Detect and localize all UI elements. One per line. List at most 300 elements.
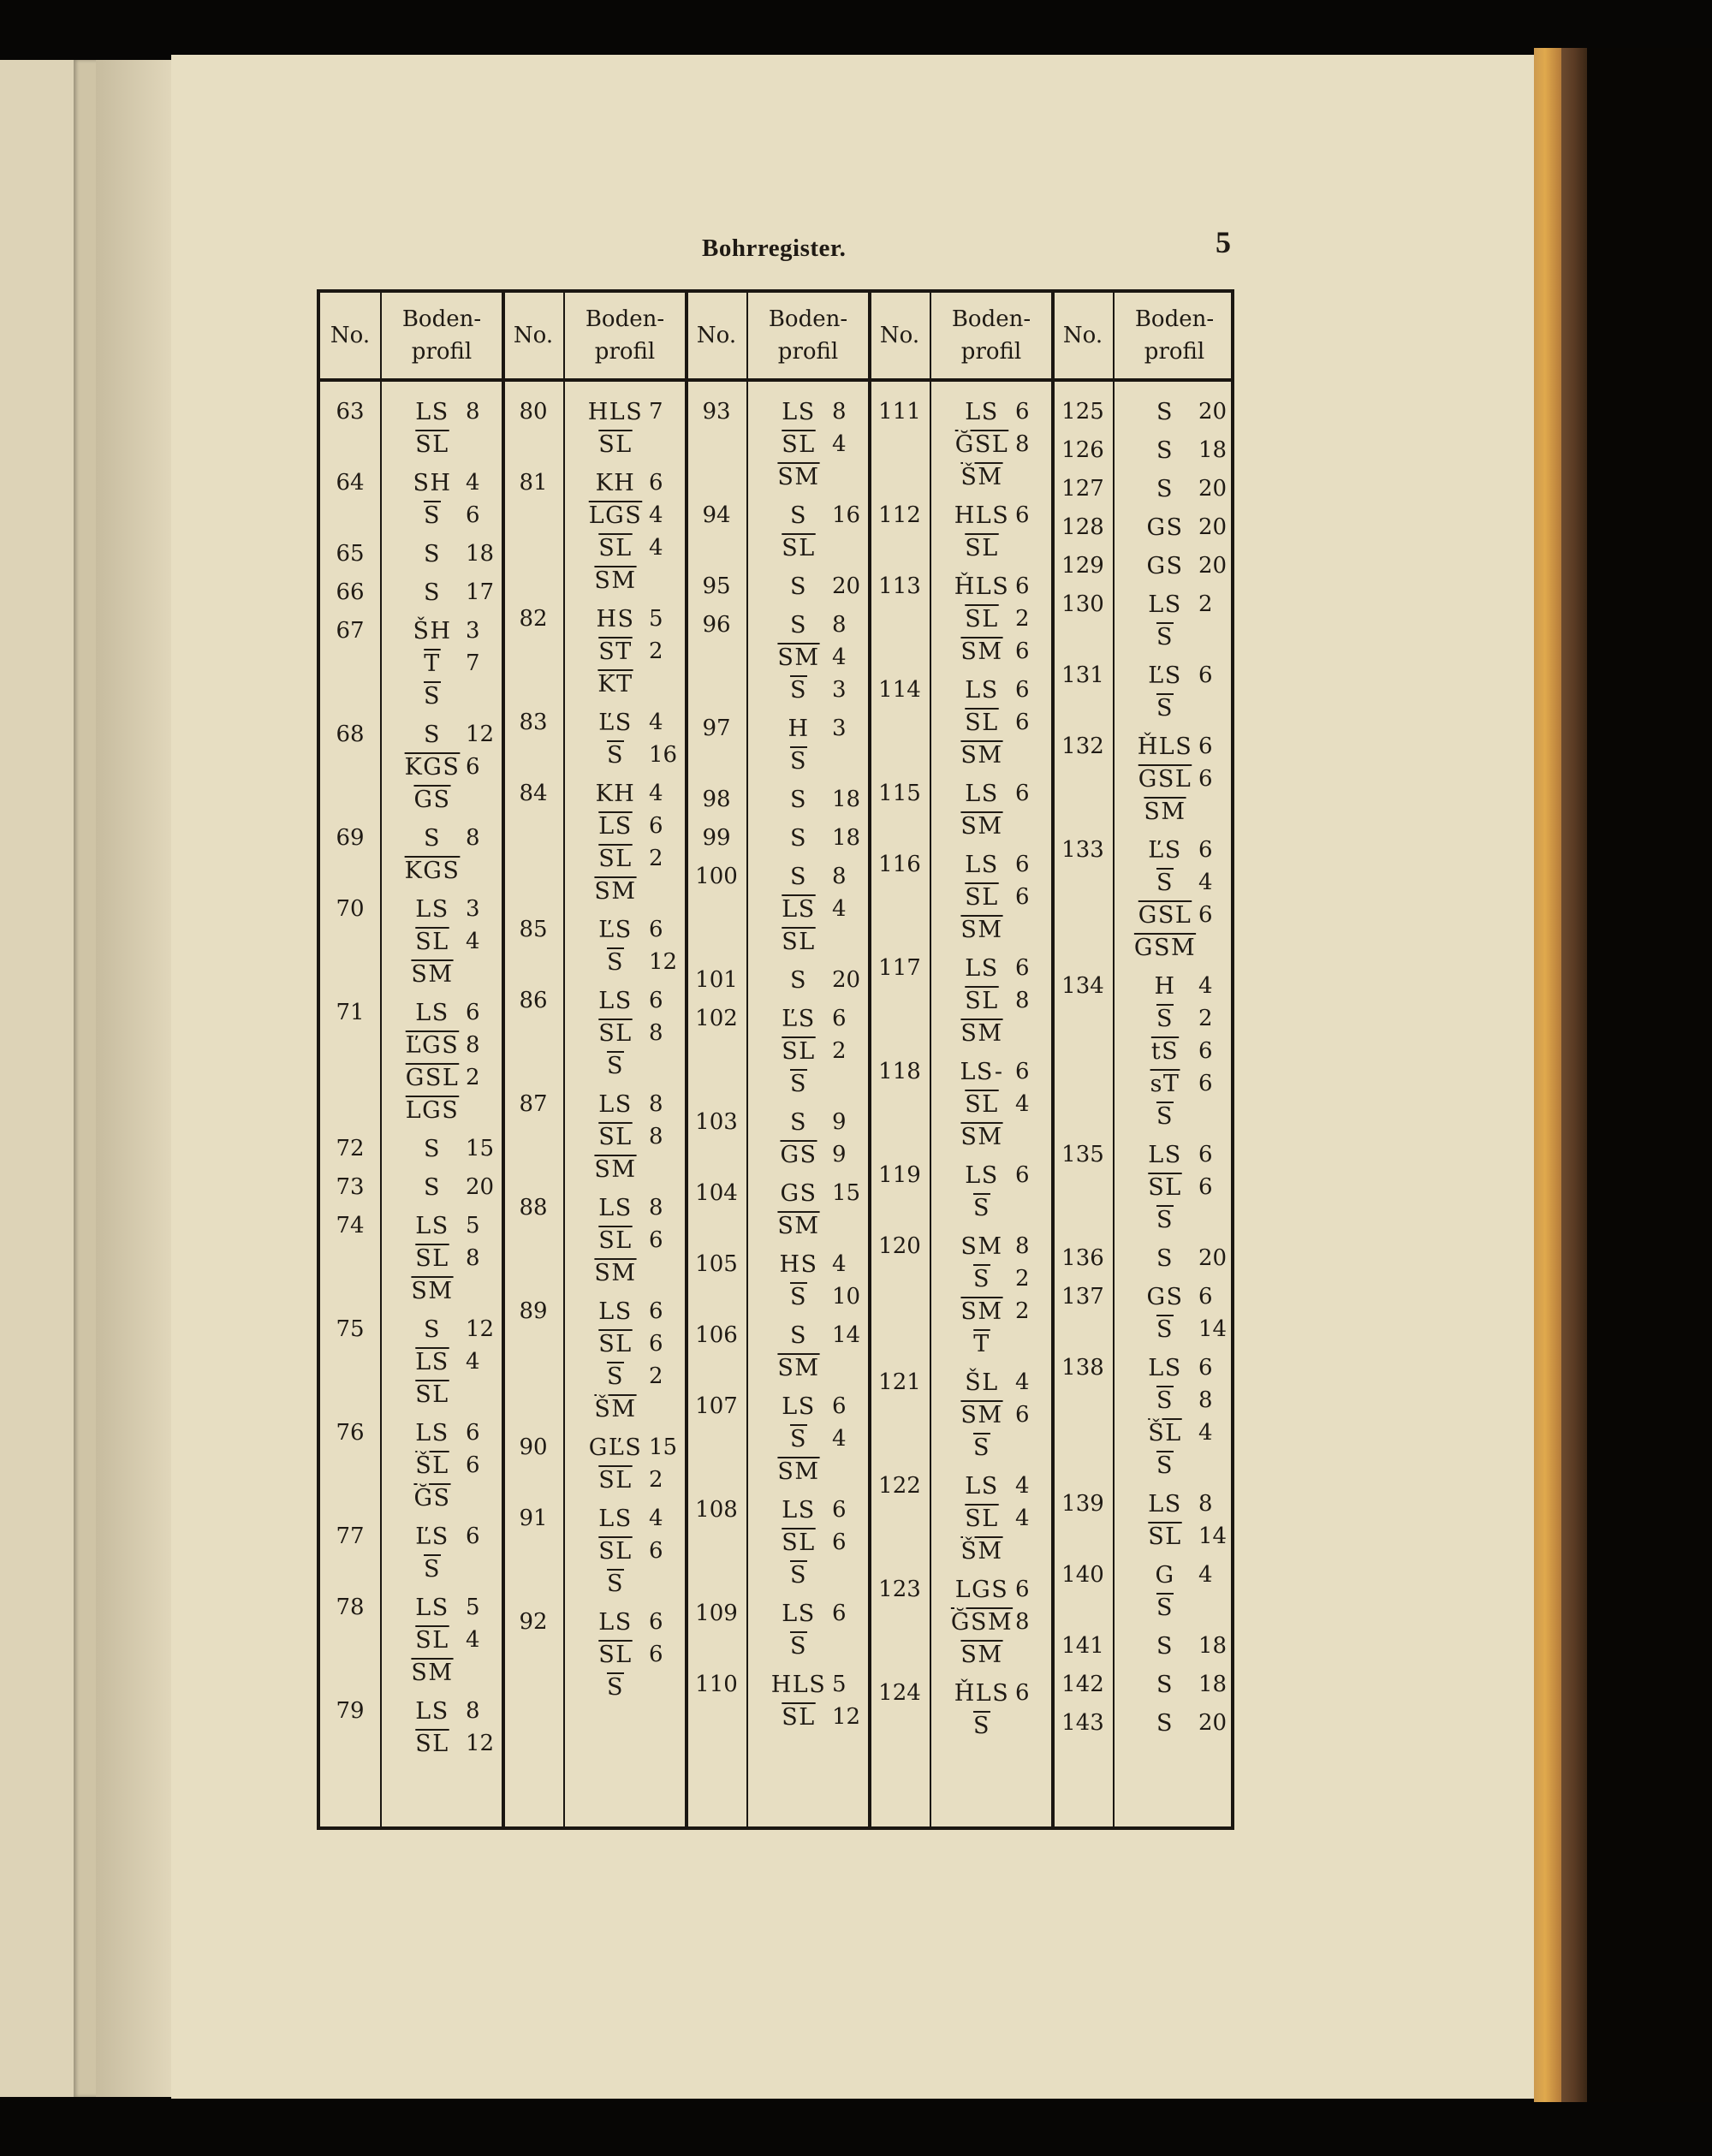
soil-code: $\overline{S}$ [973, 1265, 990, 1292]
bore-number: 96 [702, 612, 731, 638]
soil-code: $\overline{T}$ [424, 650, 441, 677]
layer-thickness: 2 [1015, 1298, 1030, 1324]
soil-profile [380, 1209, 503, 1307]
soil-profile [380, 1313, 503, 1411]
soil-code: $\overline{SL}$ [782, 534, 816, 561]
profile-layer [1113, 692, 1236, 724]
layer-thickness: 4 [832, 1251, 847, 1277]
layer-thickness: 12 [466, 1316, 495, 1342]
layer-thickness: 6 [1198, 1174, 1213, 1200]
soil-code: $\overline{SM}$ [960, 1298, 1003, 1325]
profile-layer [380, 1482, 503, 1514]
bore-number: 143 [1061, 1710, 1104, 1736]
bore-number: 136 [1061, 1245, 1104, 1271]
soil-profile [930, 848, 1053, 946]
layer-thickness: 8 [466, 1698, 480, 1724]
bore-number: 86 [519, 988, 548, 1013]
soil-profile [380, 822, 503, 887]
layer-thickness: 4 [649, 1506, 663, 1531]
layer-thickness: 8 [1015, 1609, 1030, 1635]
layer-thickness: 8 [649, 1195, 663, 1221]
layer-thickness: 20 [832, 967, 861, 993]
bore-number: 92 [519, 1609, 548, 1635]
soil-code: LS [965, 954, 999, 982]
layer-thickness: 6 [1015, 502, 1030, 528]
soil-profile [1113, 395, 1236, 428]
soil-profile [563, 1191, 687, 1289]
layer-thickness: 8 [649, 1124, 663, 1149]
profile-layer [746, 1106, 870, 1138]
layer-thickness: 6 [466, 1000, 480, 1025]
soil-profile [1113, 472, 1236, 505]
profile-layer [1113, 1203, 1236, 1236]
profile-layer [563, 1671, 687, 1703]
profile-layer [746, 1248, 870, 1280]
bore-number: 63 [336, 399, 365, 425]
profile-layer [746, 1002, 870, 1035]
layer-thickness: 18 [1198, 437, 1228, 463]
bore-number: 94 [702, 502, 731, 528]
soil-code: $\overline{GS}$ [413, 786, 451, 813]
profile-layer [1113, 659, 1236, 692]
profile-layer [563, 1120, 687, 1153]
profile-layer [930, 1295, 1053, 1327]
soil-code: $\overline{SL}$ [965, 709, 999, 736]
layer-thickness: 6 [1015, 677, 1030, 703]
soil-code: SH [413, 469, 452, 496]
soil-code: KH [595, 469, 636, 496]
bore-number: 108 [695, 1497, 738, 1523]
soil-code: $\overline{ŠM}$ [960, 1537, 1003, 1565]
profile-layer [746, 1280, 870, 1313]
profile-layer [746, 1138, 870, 1171]
soil-profile [746, 822, 870, 854]
soil-code: $\overline{SL}$ [415, 928, 449, 955]
profile-layer [1113, 1313, 1236, 1345]
profile-layer [1113, 1668, 1236, 1701]
profile-layer [563, 635, 687, 668]
soil-code: S [424, 579, 441, 606]
profile-layer [930, 1230, 1053, 1262]
soil-code: $\overline{SL}$ [598, 1019, 633, 1047]
profile-layer [1113, 730, 1236, 763]
profile-layer [930, 984, 1053, 1017]
layer-thickness: 3 [466, 618, 480, 644]
profile-layer [380, 680, 503, 712]
soil-profile [1113, 834, 1236, 964]
soil-code: LS [965, 398, 999, 425]
soil-code: S [1156, 475, 1174, 502]
soil-code: HS [596, 605, 635, 633]
soil-code: $\overline{SL}$ [598, 1641, 633, 1668]
soil-code: S [424, 540, 441, 567]
soil-code: $\overline{SM}$ [1144, 798, 1186, 825]
bore-number: 113 [878, 573, 921, 599]
profile-layer [380, 1417, 503, 1449]
soil-code: $\overline{LS}$ [782, 895, 816, 923]
soil-code: S [1156, 1632, 1174, 1660]
profile-layer [746, 1701, 870, 1733]
layer-thickness: 20 [1198, 514, 1228, 540]
bore-number: 114 [878, 677, 921, 703]
profile-layer [930, 635, 1053, 668]
profile-layer [746, 783, 870, 816]
layer-thickness: 12 [466, 1731, 495, 1756]
layer-thickness: 7 [466, 650, 480, 676]
soil-code: $\overline{SM}$ [960, 916, 1003, 943]
profile-layer [380, 466, 503, 499]
profile-layer [563, 777, 687, 810]
soil-code: LS [415, 895, 449, 923]
soil-code: ĽS [1148, 662, 1182, 689]
soil-code: $\overline{S}$ [1156, 1206, 1174, 1233]
profile-layer [380, 1061, 503, 1094]
layer-thickness: 6 [832, 1497, 847, 1523]
profile-layer [1113, 1559, 1236, 1591]
soil-profile [563, 706, 687, 771]
soil-profile [380, 1132, 503, 1165]
bore-number: 73 [336, 1174, 365, 1200]
soil-code: $\overline{SL}$ [415, 1244, 449, 1272]
running-title: Bohrregister. [702, 235, 847, 262]
layer-thickness: 6 [649, 988, 663, 1013]
profile-layer [563, 466, 687, 499]
layer-thickness: 4 [1198, 870, 1213, 895]
header-rule [320, 378, 1231, 382]
soil-code: $\overline{KGS}$ [404, 857, 461, 884]
header-no: No. [1062, 323, 1103, 348]
layer-thickness: 2 [466, 1065, 480, 1090]
soil-code: $\overline{SL}$ [415, 1730, 449, 1757]
bore-number: 98 [702, 787, 731, 812]
profile-layer [746, 925, 870, 958]
layer-thickness: 2 [649, 638, 663, 664]
profile-layer [380, 1624, 503, 1656]
profile-layer [563, 532, 687, 564]
header-soil-profile: Boden- profil [768, 306, 848, 365]
profile-layer [563, 499, 687, 532]
profile-layer [1113, 1035, 1236, 1067]
soil-code: $\overline{SL}$ [598, 1537, 633, 1565]
bore-number: 67 [336, 618, 365, 644]
layer-thickness: 6 [1198, 902, 1213, 928]
soil-profile [746, 1668, 870, 1733]
profile-layer [746, 964, 870, 996]
bore-number: 135 [1061, 1142, 1104, 1167]
layer-thickness: 6 [1198, 734, 1213, 759]
header-no: No. [330, 323, 371, 348]
bore-number: 101 [695, 967, 738, 993]
soil-profile [563, 1088, 687, 1185]
soil-code: LS [598, 1505, 633, 1532]
profile-layer [380, 925, 503, 958]
layer-thickness: 4 [466, 929, 480, 954]
layer-thickness: 6 [649, 917, 663, 942]
soil-code: $\overline{S}$ [1156, 1005, 1174, 1032]
layer-thickness: 4 [1015, 1473, 1030, 1499]
layer-thickness: 8 [649, 1091, 663, 1117]
layer-thickness: 4 [1015, 1091, 1030, 1117]
soil-profile [746, 1597, 870, 1662]
profile-layer [1113, 763, 1236, 795]
layer-thickness: 6 [1198, 1284, 1213, 1310]
header-no: No. [696, 323, 737, 348]
layer-thickness: 6 [1015, 1059, 1030, 1084]
profile-layer [563, 1606, 687, 1638]
bore-number: 137 [1061, 1284, 1104, 1310]
layer-thickness: 8 [1198, 1491, 1213, 1517]
bore-number: 72 [336, 1136, 365, 1161]
soil-code: ĽS [1148, 836, 1182, 864]
layer-thickness: 6 [466, 1523, 480, 1549]
bore-number: 132 [1061, 734, 1104, 759]
layer-thickness: 4 [649, 502, 663, 528]
profile-layer [563, 1327, 687, 1360]
profile-layer [1113, 1280, 1236, 1313]
layer-thickness: 4 [649, 781, 663, 806]
profile-layer [380, 958, 503, 990]
soil-code: $\overline{LS}$ [415, 1348, 449, 1375]
header-soil-profile: Boden- profil [1134, 306, 1215, 365]
soil-code: $\overline{SM}$ [777, 463, 820, 490]
profile-layer [746, 1455, 870, 1488]
layer-thickness: 6 [649, 470, 663, 496]
soil-code: $\overline{SM}$ [594, 1155, 637, 1183]
layer-thickness: 18 [1198, 1672, 1228, 1697]
soil-profile [380, 1695, 503, 1760]
layer-thickness: 6 [649, 1331, 663, 1357]
bore-number: 121 [878, 1369, 921, 1395]
profile-layer [930, 1431, 1053, 1464]
soil-profile [930, 1230, 1053, 1360]
soil-code: $\overline{T}$ [973, 1330, 990, 1357]
profile-layer [563, 1638, 687, 1671]
profile-layer [930, 395, 1053, 428]
profile-layer [930, 1677, 1053, 1709]
soil-code: G [1155, 1561, 1175, 1589]
profile-layer [380, 1695, 503, 1727]
bore-number: 90 [519, 1434, 548, 1460]
soil-code: $\overline{S}$ [1156, 623, 1174, 650]
soil-profile [746, 860, 870, 958]
soil-code: $\overline{S}$ [607, 948, 624, 976]
soil-code: $\overline{ĞS}$ [413, 1484, 451, 1512]
profile-layer [380, 538, 503, 570]
layer-thickness: 6 [649, 1298, 663, 1324]
soil-code: S [424, 721, 441, 748]
profile-layer [746, 712, 870, 745]
bore-number: 65 [336, 541, 365, 567]
bore-number: 103 [695, 1109, 738, 1135]
profile-layer [380, 893, 503, 925]
soil-code: $\overline{S}$ [607, 1052, 624, 1079]
profile-layer [1113, 1417, 1236, 1449]
bore-number: 112 [878, 502, 921, 528]
layer-thickness: 6 [1015, 781, 1030, 806]
soil-code: LS [965, 851, 999, 878]
layer-thickness: 18 [832, 825, 861, 851]
profile-layer [1113, 1138, 1236, 1171]
layer-thickness: 6 [1198, 662, 1213, 688]
layer-thickness: 4 [1015, 1369, 1030, 1395]
soil-profile [1113, 511, 1236, 543]
layer-thickness: 20 [1198, 1710, 1228, 1736]
layer-thickness: 6 [1015, 852, 1030, 877]
header-soil-profile: Boden- profil [951, 306, 1031, 365]
soil-code: $\overline{SL}$ [965, 534, 999, 561]
layer-thickness: 2 [1198, 591, 1213, 617]
bore-number: 71 [336, 1000, 365, 1025]
soil-profile [1113, 970, 1236, 1132]
soil-code: ĽS [598, 709, 633, 736]
bore-number: 69 [336, 825, 365, 851]
profile-layer [930, 810, 1053, 842]
soil-profile [563, 1606, 687, 1703]
profile-layer [380, 854, 503, 887]
layer-thickness: 6 [649, 1609, 663, 1635]
layer-thickness: 4 [832, 896, 847, 922]
profile-layer [746, 499, 870, 532]
soil-profile [930, 777, 1053, 842]
bore-number: 78 [336, 1595, 365, 1620]
profile-layer [930, 1366, 1053, 1399]
soil-code: $\overline{SL}$ [598, 1226, 633, 1254]
soil-code: $\overline{tS}$ [1150, 1037, 1180, 1065]
bore-number: 100 [695, 864, 738, 889]
layer-thickness: 6 [1198, 1355, 1213, 1381]
layer-thickness: 6 [466, 1452, 480, 1478]
bore-number: 109 [695, 1601, 738, 1626]
soil-profile [563, 466, 687, 597]
soil-profile [930, 570, 1053, 668]
soil-code: S [790, 611, 807, 638]
soil-code: ȞLS [954, 1679, 1010, 1707]
layer-thickness: 3 [466, 896, 480, 922]
layer-thickness: 20 [1198, 1245, 1228, 1271]
layer-thickness: 8 [466, 1032, 480, 1058]
bore-number: 102 [695, 1006, 738, 1031]
layer-thickness: 5 [832, 1672, 847, 1697]
profile-layer [930, 1327, 1053, 1360]
soil-profile [380, 538, 503, 570]
soil-code: $\overline{SL}$ [782, 1529, 816, 1556]
soil-profile [746, 712, 870, 777]
profile-layer [380, 576, 503, 609]
bore-number: 82 [519, 606, 548, 632]
profile-layer [563, 1464, 687, 1496]
profile-layer [563, 984, 687, 1017]
soil-code: $\overline{SM}$ [960, 1123, 1003, 1150]
layer-thickness: 5 [649, 606, 663, 632]
soil-code: $\overline{S}$ [1156, 1387, 1174, 1414]
layer-thickness: 4 [649, 535, 663, 561]
soil-code: LS [1148, 1354, 1182, 1381]
soil-code: $\overline{SL}$ [782, 928, 816, 955]
soil-code: $\overline{S}$ [973, 1712, 990, 1739]
soil-code: $\overline{ŠM}$ [594, 1395, 637, 1422]
profile-layer [563, 603, 687, 635]
soil-code: $\overline{S}$ [1156, 694, 1174, 722]
soil-code: $\overline{SM}$ [594, 1259, 637, 1286]
soil-profile [746, 1106, 870, 1171]
profile-layer [1113, 1630, 1236, 1662]
soil-profile [563, 603, 687, 700]
soil-code: $\overline{S}$ [607, 1363, 624, 1390]
profile-layer [1113, 1707, 1236, 1739]
layer-thickness: 14 [1198, 1523, 1228, 1549]
layer-thickness: 8 [1198, 1387, 1213, 1413]
profile-layer [930, 1088, 1053, 1120]
soil-code: $\overline{S}$ [424, 502, 441, 529]
profile-layer [380, 1553, 503, 1585]
profile-layer [380, 751, 503, 783]
profile-layer [930, 1573, 1053, 1606]
layer-thickness: 6 [649, 813, 663, 839]
soil-code: $\overline{sT}$ [1150, 1070, 1180, 1097]
profile-layer [1113, 1520, 1236, 1553]
bore-number: 117 [878, 955, 921, 981]
book-gutter [96, 60, 173, 2097]
soil-profile [930, 1470, 1053, 1567]
soil-code: $\overline{SL}$ [965, 1505, 999, 1532]
bore-number: 118 [878, 1059, 921, 1084]
layer-thickness: 20 [1198, 399, 1228, 425]
soil-code: $\overline{GSM}$ [1133, 934, 1197, 961]
profile-layer [746, 1597, 870, 1630]
soil-code: $\overline{S}$ [424, 1555, 441, 1583]
soil-code: $\overline{S}$ [1156, 1452, 1174, 1479]
layer-thickness: 6 [832, 1393, 847, 1419]
soil-code: LS [1148, 591, 1182, 618]
profile-layer [380, 718, 503, 751]
profile-layer [930, 739, 1053, 771]
layer-thickness: 4 [832, 644, 847, 670]
layer-thickness: 4 [1015, 1506, 1030, 1531]
profile-layer [930, 1709, 1053, 1742]
profile-layer [1113, 511, 1236, 543]
layer-thickness: 4 [466, 1349, 480, 1375]
soil-profile [1113, 1559, 1236, 1624]
bore-number: 89 [519, 1298, 548, 1324]
profile-layer [1113, 1242, 1236, 1274]
soil-code: $\overline{SM}$ [777, 644, 820, 671]
profile-layer [930, 1191, 1053, 1224]
profile-layer [380, 1313, 503, 1345]
soil-code: $\overline{SM}$ [777, 1212, 820, 1239]
layer-thickness: 20 [466, 1174, 495, 1200]
soil-code: ĽS [782, 1005, 816, 1032]
layer-thickness: 4 [832, 431, 847, 457]
layer-thickness: 6 [1015, 638, 1030, 664]
bore-number: 76 [336, 1420, 365, 1446]
profile-layer [563, 1393, 687, 1425]
profile-layer [380, 1209, 503, 1242]
soil-code: LS [965, 1161, 999, 1189]
soil-code: $\overline{SL}$ [965, 605, 999, 633]
profile-layer [563, 842, 687, 875]
layer-thickness: 15 [649, 1434, 678, 1460]
soil-code: $\overline{S}$ [607, 1570, 624, 1597]
soil-code: $\overline{SM}$ [777, 1354, 820, 1381]
layer-thickness: 15 [832, 1180, 861, 1206]
soil-profile [1113, 1630, 1236, 1662]
soil-profile [746, 1177, 870, 1242]
profile-layer [380, 1094, 503, 1126]
profile-layer [930, 1120, 1053, 1153]
profile-layer [380, 996, 503, 1029]
soil-profile [746, 1002, 870, 1100]
soil-profile [563, 777, 687, 907]
